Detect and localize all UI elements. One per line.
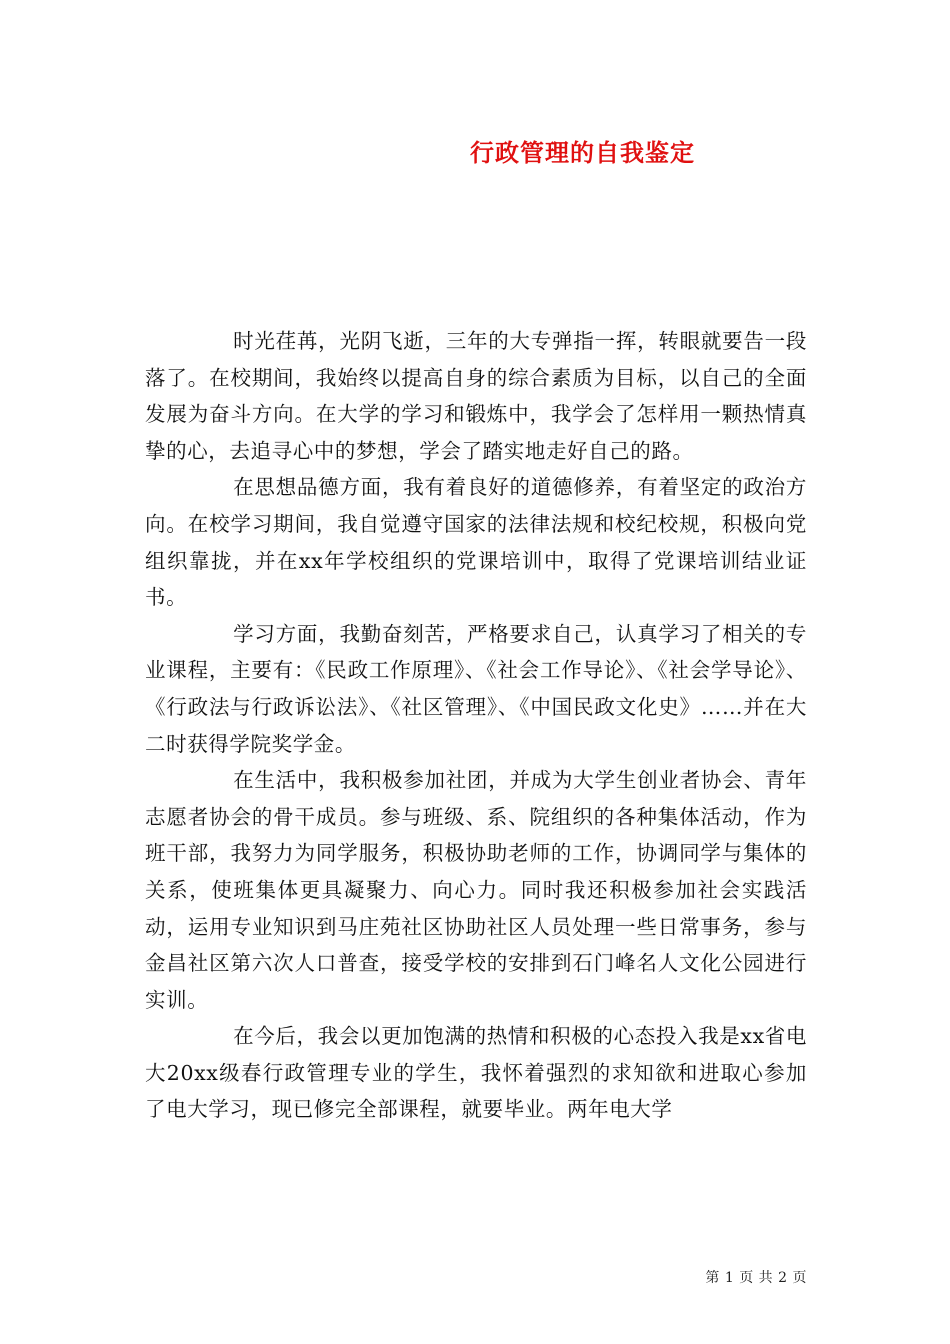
paragraph-life: 在生活中，我积极参加社团，并成为大学生创业者协会、青年志愿者协会的骨干成员。参与班级、系、院组织的各种集体活动，作为班干部，我努力为同学服务，积极协助老师的工作，协调同学与集体的关系，使班集体更具凝聚力、向心力。同时我还积极参加社会实践活动，运用专业知识到马庄苑社区协助社区人员处理一些日常事务，参与金昌社区第六次人口普查，接受学校的安排到石门峰名人文化公园进行实训。 (145, 768, 807, 1012)
paragraph-morality: 在思想品德方面，我有着良好的道德修养，有着坚定的政治方向。在校学习期间，我自觉遵守国家的法律法规和校纪校规，积极向党组织靠拢，并在xx年学校组织的党课培训中，取得了党课培训结业证书。 (145, 475, 807, 610)
document-title: 行政管理的自我鉴定 (470, 138, 695, 167)
paragraph-study: 学习方面，我勤奋刻苦，严格要求自己，认真学习了相关的专业课程，主要有：《民政工作原理》、《社会工作导论》、《社会学导论》、《行政法与行政诉讼法》、《社区管理》、《中国民政文化史》……并在大二时获得学院奖学金。 (145, 621, 807, 756)
document-body (145, 323, 807, 1128)
paragraph-intro: 时光荏苒，光阴飞逝，三年的大专弹指一挥，转眼就要告一段落了。在校期间，我始终以提高自身的综合素质为目标，以自己的全面发展为奋斗方向。在大学的学习和锻炼中，我学会了怎样用一颗热情真挚的心，去追寻心中的梦想，学会了踏实地走好自己的路。 (145, 329, 807, 463)
paragraph-future: 在今后，我会以更加饱满的热情和积极的心态投入我是xx省电大20xx级春行政管理专业的学生，我怀着强烈的求知欲和进取心参加了电大学习，现已修完全部课程，就要毕业。两年电大学 (145, 1024, 807, 1122)
page-number-footer: 第 1 页 共 2 页 (705, 1270, 807, 1286)
